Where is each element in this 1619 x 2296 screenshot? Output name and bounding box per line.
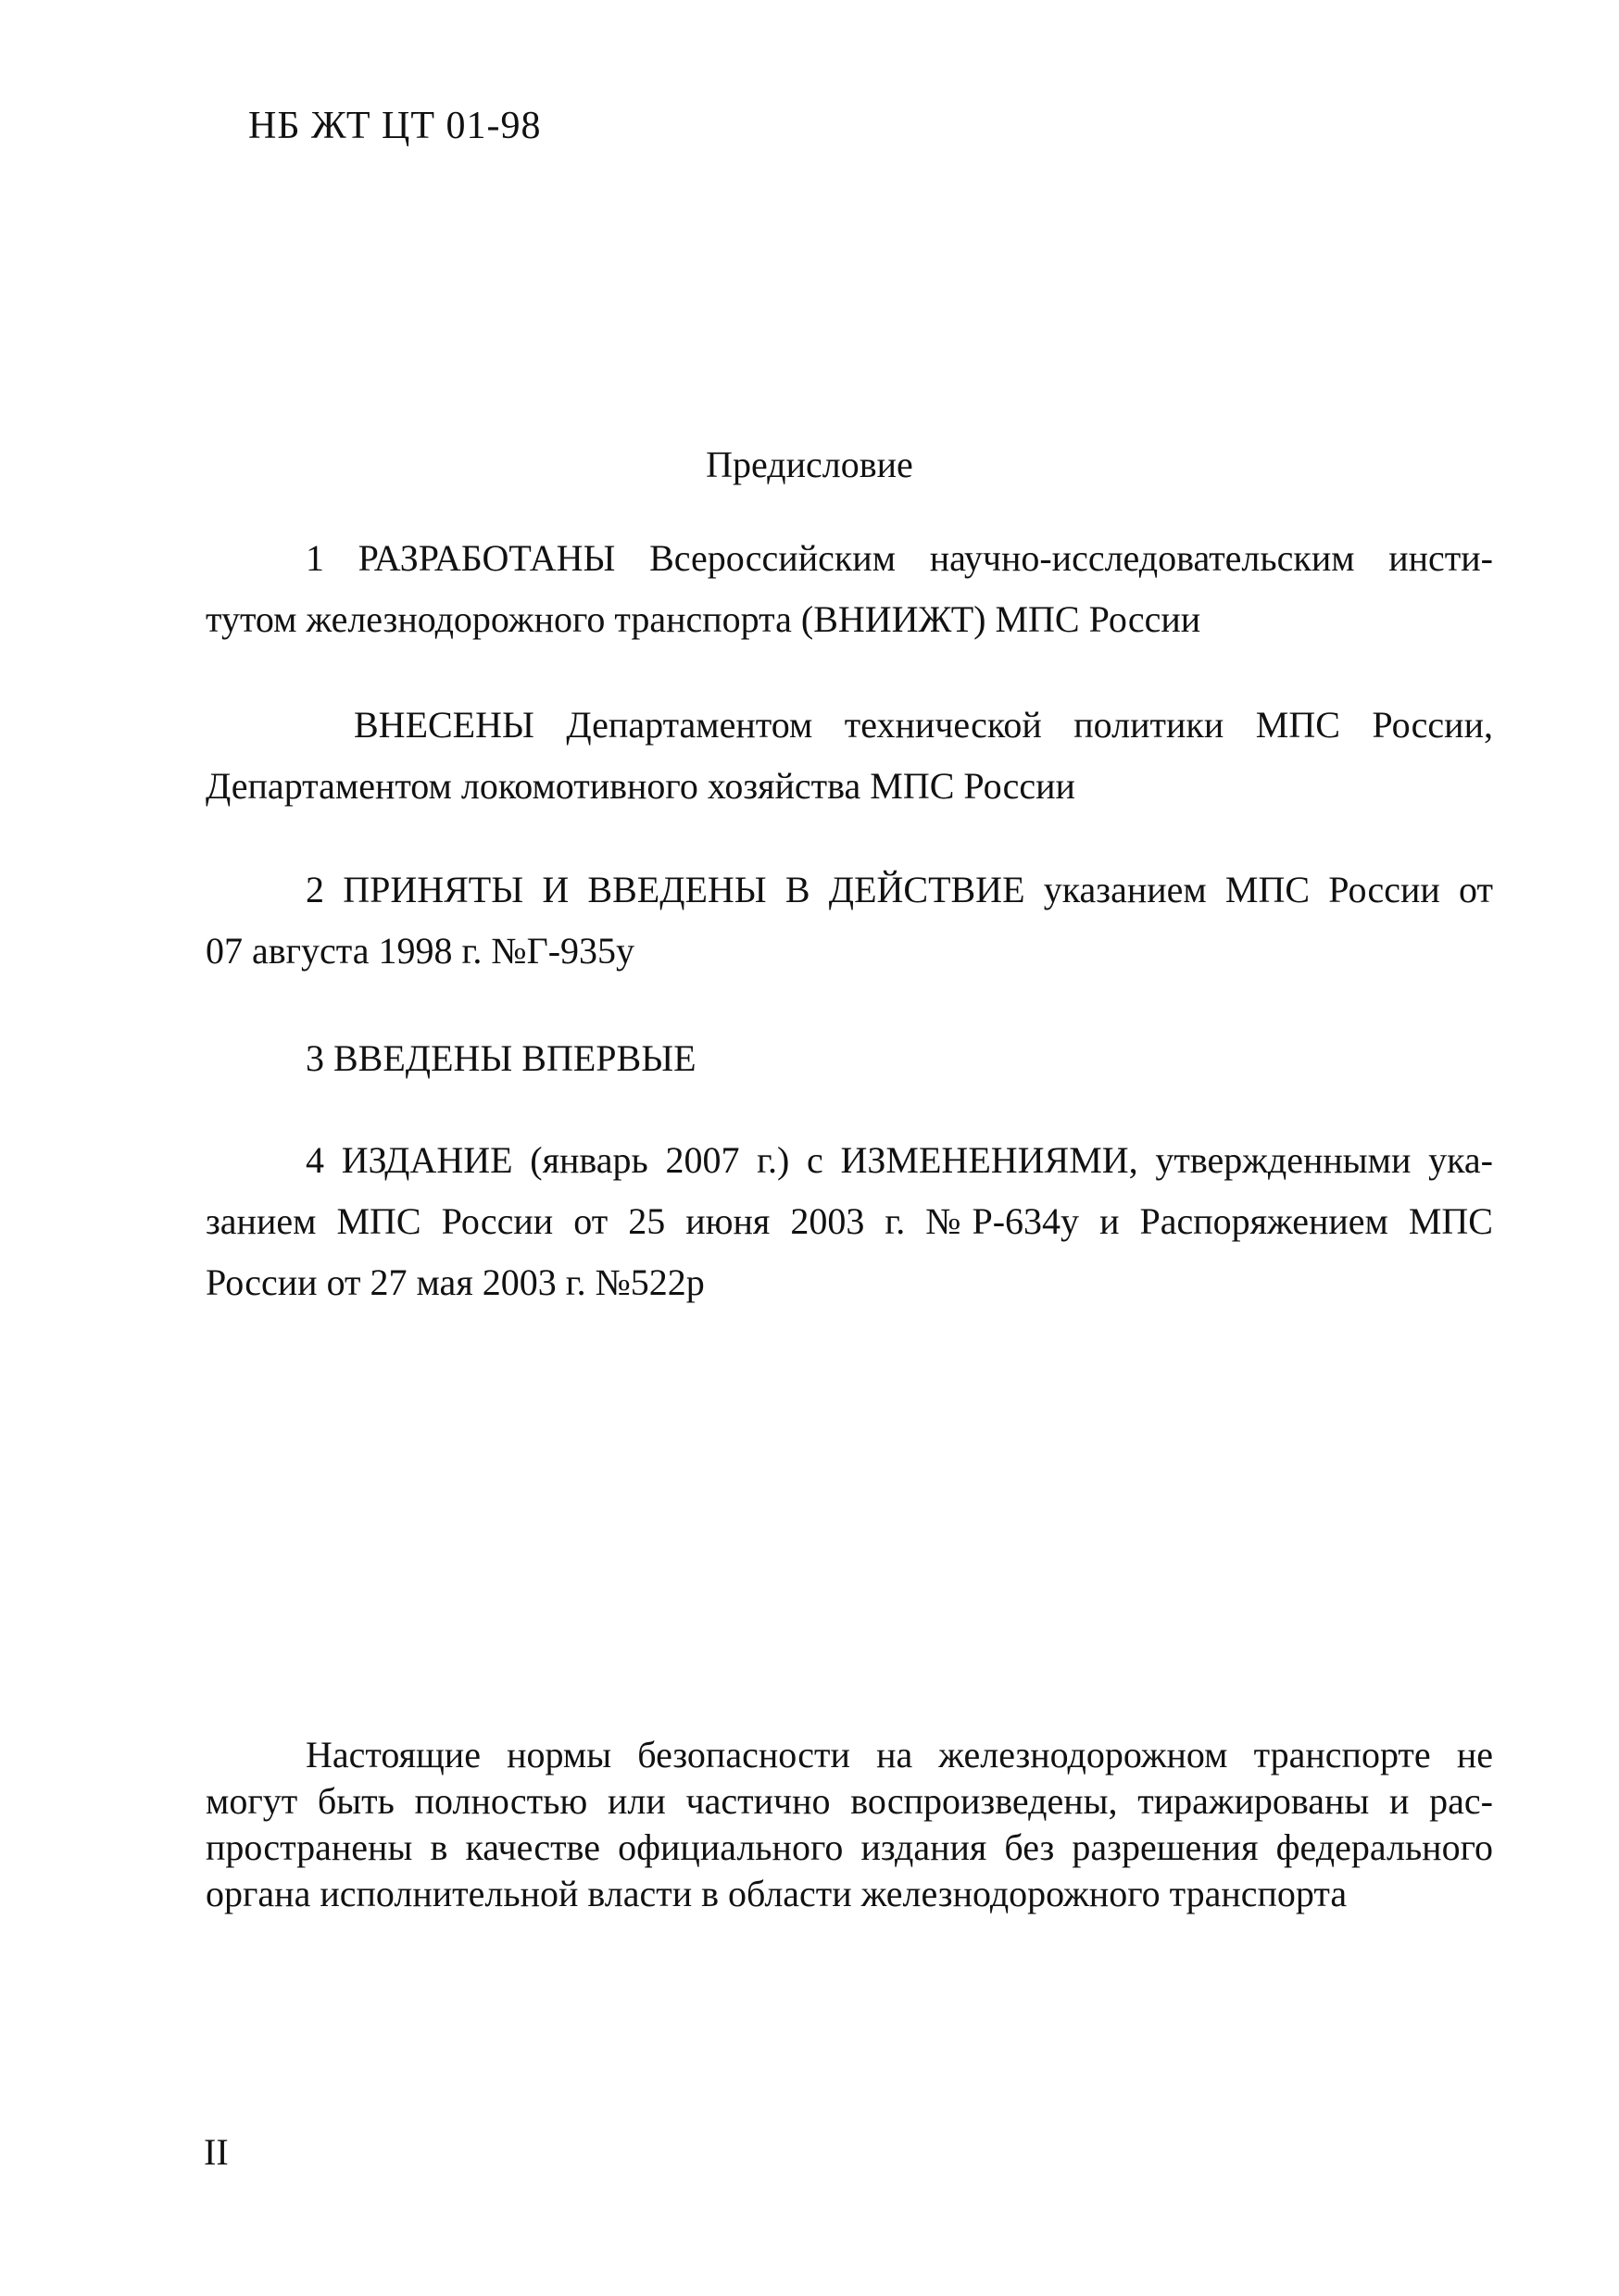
document-code: НБ ЖТ ЦТ 01-98 xyxy=(248,105,542,147)
paragraph-introduced-first xyxy=(206,1028,1493,1089)
paragraph-edition xyxy=(206,1130,1493,1313)
paragraph-line: 1 РАЗРАБОТАНЫ Всероссийским научно-исследовательским инсти- xyxy=(306,537,1493,579)
paragraph-line: занием МПС России от 25 июня 2003 г. №Р-634у и Распоряжением МПС xyxy=(206,1200,1493,1242)
page-number: II xyxy=(204,2131,229,2173)
paragraph-line: 3 ВВЕДЕНЫ ВПЕРВЫЕ xyxy=(306,1037,697,1079)
paragraph-line: ВНЕСЕНЫ Департаментом технической политики МПС России, xyxy=(354,704,1493,746)
paragraph-line: 07 августа 1998 г. №Г-935у xyxy=(206,930,635,972)
paragraph-adopted xyxy=(206,859,1493,982)
paragraph-line: России от 27 мая 2003 г. №522р xyxy=(206,1261,705,1303)
paragraph-line: Департаментом локомотивного хозяйства МПС России xyxy=(206,765,1075,807)
notice-line: органа исполнительной власти в области железнодорожного транспорта xyxy=(206,1873,1348,1914)
paragraph-line: 2 ПРИНЯТЫ И ВВЕДЕНЫ В ДЕЙСТВИЕ указанием МПС России от xyxy=(306,869,1493,910)
copyright-notice xyxy=(206,1732,1493,1917)
notice-line: пространены в качестве официального издания без разрешения федерального xyxy=(206,1826,1493,1868)
paragraph-line: тутом железнодорожного транспорта (ВНИИЖТ) МПС России xyxy=(206,598,1201,640)
paragraph-line: 4 ИЗДАНИЕ (январь 2007 г.) с ИЗМЕНЕНИЯМИ, утвержденными ука- xyxy=(306,1139,1493,1181)
notice-line: Настоящие нормы безопасности на железнодорожном транспорте не xyxy=(306,1734,1493,1775)
notice-line: могут быть полностью или частично воспроизведены, тиражированы и рас- xyxy=(206,1780,1493,1822)
paragraph-submitted-by xyxy=(206,695,1493,817)
page-title: Предисловие xyxy=(706,444,913,485)
paragraph-developed-by xyxy=(206,528,1493,650)
